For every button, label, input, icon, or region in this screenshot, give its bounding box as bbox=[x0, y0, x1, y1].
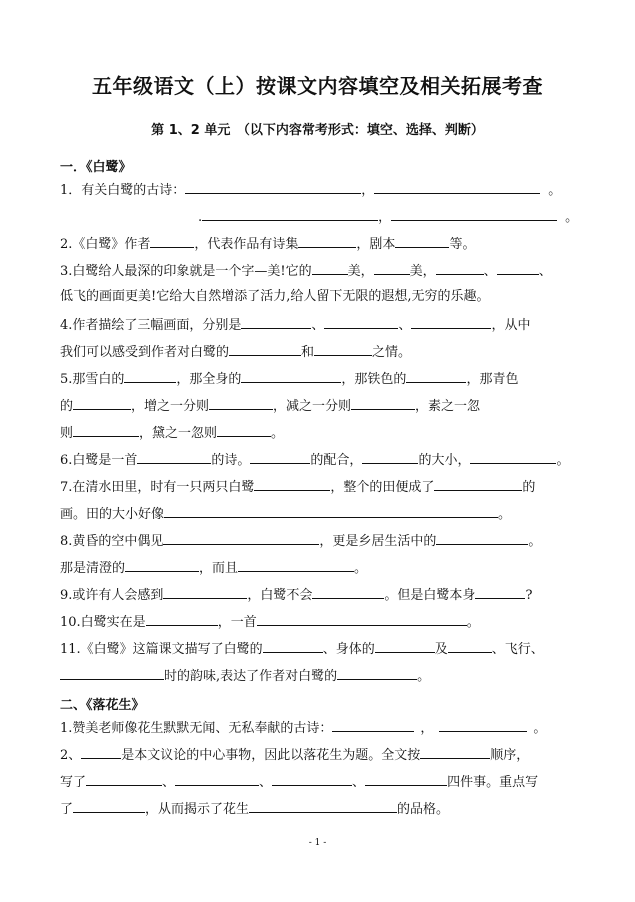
text: 写了 bbox=[60, 775, 87, 790]
blank[interactable] bbox=[241, 370, 341, 383]
blank[interactable] bbox=[351, 397, 415, 410]
text: ，一首 bbox=[217, 615, 257, 630]
text: 。 bbox=[533, 721, 547, 736]
question-1-line2 bbox=[198, 208, 578, 226]
blank[interactable] bbox=[185, 181, 361, 194]
text: 则 bbox=[60, 426, 74, 441]
blank[interactable] bbox=[229, 343, 301, 356]
text: 。 bbox=[548, 183, 562, 198]
blank[interactable] bbox=[241, 316, 311, 329]
text: 8.黄昏的空中偶见 bbox=[60, 534, 164, 549]
blank[interactable] bbox=[374, 181, 540, 194]
blank[interactable] bbox=[202, 208, 378, 221]
blank[interactable] bbox=[436, 262, 484, 275]
text: ，那铁色的 bbox=[341, 372, 407, 387]
text: 。 bbox=[498, 507, 512, 522]
page-title: 五年级语文（上）按课文内容填空及相关拓展考查 bbox=[92, 74, 543, 98]
text: 和 bbox=[301, 345, 315, 360]
blank[interactable] bbox=[60, 667, 164, 680]
text: 6.白鹭是一首 bbox=[60, 453, 138, 468]
text: 2.《白鹭》作者 bbox=[60, 237, 151, 252]
text: 、 bbox=[398, 318, 412, 333]
text: 了 bbox=[60, 802, 74, 817]
text: 我们可以感受到作者对白鹭的 bbox=[60, 345, 230, 360]
question-5-line2 bbox=[60, 397, 480, 415]
question-r2-line3 bbox=[60, 800, 449, 818]
blank[interactable] bbox=[125, 559, 199, 572]
blank[interactable] bbox=[374, 262, 410, 275]
text: 11.《白鹭》这篇课文描写了白鹭的 bbox=[60, 642, 263, 657]
blank[interactable] bbox=[254, 478, 330, 491]
text: 是本文议论的中心事物，因此以落花生为题。全文按 bbox=[121, 748, 421, 763]
page-subtitle: 第 1、2 单元 （以下内容常考形式：填空、选择、判断） bbox=[151, 123, 484, 138]
text: 美， bbox=[409, 264, 436, 279]
blank[interactable] bbox=[272, 773, 352, 786]
blank[interactable] bbox=[137, 451, 211, 464]
blank[interactable] bbox=[163, 586, 247, 599]
text: ，素之一忽 bbox=[415, 399, 481, 414]
text: ，整个的田便成了 bbox=[330, 480, 435, 495]
text: 3.白鹭给人最深的印象就是一个字—美!它的 bbox=[60, 264, 312, 279]
text: 。 bbox=[565, 210, 579, 225]
text: 1.赞美老师像花生默默无闻、无私奉献的古诗： bbox=[60, 721, 333, 736]
text: 。 bbox=[466, 615, 480, 630]
text: 1．有关白鹭的古诗： bbox=[60, 183, 186, 198]
blank[interactable] bbox=[73, 800, 145, 813]
question-9 bbox=[60, 586, 532, 604]
text: ，黛之一忽则 bbox=[139, 426, 218, 441]
text: 、飞行、 bbox=[491, 642, 544, 657]
text: 、 bbox=[352, 775, 366, 790]
text: ， bbox=[420, 721, 434, 736]
text: 、 bbox=[538, 264, 552, 279]
text: 。 bbox=[354, 561, 368, 576]
blank[interactable] bbox=[324, 316, 398, 329]
blank[interactable] bbox=[150, 235, 194, 248]
question-1 bbox=[60, 181, 561, 199]
text: 顺序， bbox=[490, 748, 530, 763]
text: 、身体的 bbox=[322, 642, 375, 657]
blank[interactable] bbox=[298, 235, 356, 248]
text: ，白鹭不会 bbox=[247, 588, 313, 603]
blank[interactable] bbox=[395, 235, 449, 248]
question-7 bbox=[60, 478, 535, 496]
blank[interactable] bbox=[365, 773, 447, 786]
blank[interactable] bbox=[448, 640, 492, 653]
question-11-line2 bbox=[60, 667, 430, 685]
blank[interactable] bbox=[250, 451, 310, 464]
text: 、 bbox=[162, 775, 176, 790]
blank[interactable] bbox=[249, 800, 397, 813]
question-2 bbox=[60, 235, 475, 253]
text: 5.那雪白的 bbox=[60, 372, 125, 387]
text: 9.或许有人会感到 bbox=[60, 588, 164, 603]
blank[interactable] bbox=[362, 451, 418, 464]
question-10 bbox=[60, 613, 480, 631]
question-r2-line2 bbox=[60, 773, 538, 791]
blank[interactable] bbox=[439, 719, 527, 732]
text: ，从而揭示了花生 bbox=[145, 802, 250, 817]
blank[interactable] bbox=[434, 478, 522, 491]
text: 等。 bbox=[449, 237, 476, 252]
question-7-line2 bbox=[60, 505, 511, 523]
blank[interactable] bbox=[146, 613, 218, 626]
text: 时的韵味,表达了作者对白鹭的 bbox=[164, 669, 338, 684]
text: 。 bbox=[271, 426, 285, 441]
blank[interactable] bbox=[470, 451, 556, 464]
text: 的品格。 bbox=[397, 802, 450, 817]
text: 。 bbox=[528, 534, 542, 549]
blank[interactable] bbox=[314, 343, 372, 356]
blank[interactable] bbox=[436, 532, 528, 545]
question-r2 bbox=[60, 746, 529, 764]
blank[interactable] bbox=[81, 746, 121, 759]
blank[interactable] bbox=[475, 586, 525, 599]
text: ，代表作品有诗集 bbox=[194, 237, 299, 252]
question-3-line2: 低飞的画面更美!它给大自然增添了活力,给人留下无限的遐想,无穷的乐趣。 bbox=[60, 289, 490, 304]
section-heading-bailu: 一．《白鹭》 bbox=[60, 160, 132, 175]
text: 之情。 bbox=[372, 345, 412, 360]
text: 的大小， bbox=[418, 453, 471, 468]
blank[interactable] bbox=[375, 640, 435, 653]
text: 的诗。 bbox=[211, 453, 251, 468]
question-5-line3 bbox=[60, 424, 284, 442]
text: ，增之一分则 bbox=[131, 399, 210, 414]
blank[interactable] bbox=[164, 505, 498, 518]
text: ，从中 bbox=[491, 318, 531, 333]
blank[interactable] bbox=[312, 586, 384, 599]
text: 。 bbox=[556, 453, 570, 468]
page-number: - 1 - bbox=[308, 838, 327, 848]
text: 2、 bbox=[60, 748, 82, 763]
question-11 bbox=[60, 640, 544, 658]
blank[interactable] bbox=[263, 640, 323, 653]
blank[interactable] bbox=[391, 208, 557, 221]
blank[interactable] bbox=[238, 559, 354, 572]
text: 、 bbox=[311, 318, 325, 333]
question-4 bbox=[60, 316, 530, 334]
blank[interactable] bbox=[73, 424, 139, 437]
text: 。但是白鹭本身 bbox=[384, 588, 476, 603]
text: ，减之一分则 bbox=[273, 399, 352, 414]
text: ? bbox=[525, 588, 533, 603]
text: 。 bbox=[417, 669, 431, 684]
text: 及 bbox=[434, 642, 448, 657]
question-4-line2 bbox=[60, 343, 411, 361]
text: 的 bbox=[60, 399, 74, 414]
text: ，而且 bbox=[199, 561, 239, 576]
text: 的 bbox=[522, 480, 536, 495]
text: 7.在清水田里，时有一只两只白鹭 bbox=[60, 480, 255, 495]
text: 4.作者描绘了三幅画面，分别是 bbox=[60, 318, 242, 333]
blank[interactable] bbox=[332, 719, 414, 732]
blank[interactable] bbox=[73, 397, 131, 410]
text: 画。田的大小好像 bbox=[60, 507, 165, 522]
blank[interactable] bbox=[163, 532, 319, 545]
blank[interactable] bbox=[337, 667, 417, 680]
text: 四件事。重点写 bbox=[447, 775, 539, 790]
question-8 bbox=[60, 532, 541, 550]
blank[interactable] bbox=[312, 262, 348, 275]
blank[interactable] bbox=[86, 773, 162, 786]
text: ， bbox=[361, 183, 375, 198]
section-heading-luohuasheng: 二、《落花生》 bbox=[60, 698, 145, 713]
question-8-line2 bbox=[60, 559, 367, 577]
question-5 bbox=[60, 370, 518, 388]
blank[interactable] bbox=[420, 746, 490, 759]
text: ，那全身的 bbox=[176, 372, 242, 387]
blank[interactable] bbox=[124, 370, 176, 383]
text: ，更是乡居生活中的 bbox=[319, 534, 437, 549]
question-3 bbox=[60, 262, 552, 280]
text: 那是清澄的 bbox=[60, 561, 126, 576]
blank[interactable] bbox=[411, 316, 491, 329]
text: 的配合， bbox=[310, 453, 363, 468]
text: 美， bbox=[347, 264, 374, 279]
blank[interactable] bbox=[209, 397, 273, 410]
text: ，剧本 bbox=[356, 237, 396, 252]
text: ， bbox=[378, 210, 392, 225]
text: . bbox=[198, 210, 203, 225]
text: 、 bbox=[483, 264, 497, 279]
blank[interactable] bbox=[175, 773, 259, 786]
text: 10.白鹭实在是 bbox=[60, 615, 146, 630]
blank[interactable] bbox=[217, 424, 271, 437]
blank[interactable] bbox=[257, 613, 467, 626]
text: 、 bbox=[259, 775, 273, 790]
blank[interactable] bbox=[406, 370, 466, 383]
blank[interactable] bbox=[497, 262, 539, 275]
question-r1 bbox=[60, 719, 546, 737]
question-6 bbox=[60, 451, 569, 469]
text: ，那青色 bbox=[466, 372, 519, 387]
